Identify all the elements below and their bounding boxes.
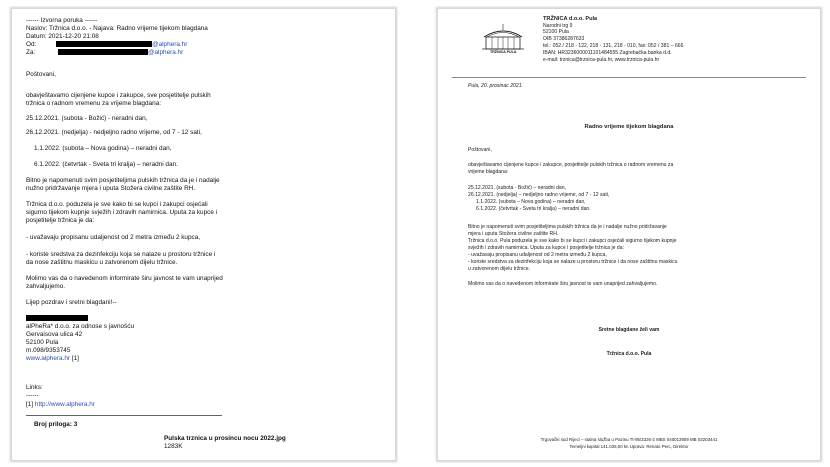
company-address-1: Narodni trg 9 (543, 23, 573, 29)
letter-body-line: svježih i zdravih namirnica. Uputa za kupce i posjetitelje tržnica je da: (468, 245, 624, 251)
letter-footer-line: Temeljni kapital 141.035,00 kn Uprava: Renato Perc, Direktor (569, 444, 689, 449)
email-request-line: zahvaljujemo. (26, 283, 66, 290)
company-address-2: 52100 Pula (543, 29, 569, 35)
from-label: Od: (26, 41, 37, 48)
to-email-link[interactable]: @alphera.hr (148, 49, 184, 56)
email-note-line: Bitno je napomenuti svim posjetiteljima pulskih tržnica da je i nadalje (26, 177, 220, 184)
link-ref: [1] (26, 401, 35, 408)
email-schedule-item: 6.1.2022. (četvrtak - Sveta tri kralja) – neradni dan. (34, 161, 178, 168)
from-email-link[interactable]: @alphera.hr (152, 41, 188, 48)
trznica-logo (478, 19, 528, 57)
email-schedule-item: 25.12.2021. (subota - Božić) - neradni dan, (26, 115, 148, 122)
email-note-line: nužno pridržavanje mjera i uputa Stožera civilne zaštite RH. (26, 185, 196, 192)
company-name: TRŽNICA d.o.o. Pula (543, 16, 598, 22)
logo-text: TRŽNICA PULA (490, 50, 517, 54)
email-rule-2-line: - koriste sredstva za dezinfekciju koja se nalaze u prostoru tržnice i (26, 251, 216, 258)
signature-website-row (26, 355, 79, 363)
email-intro-line: obavještavamo cijenjene kupce i zakupce, sve posjetitelje pulskih (26, 92, 211, 99)
letter-body-line: mjera i uputa Stožera civilne zaštite RH. (468, 231, 559, 237)
email-rule-1: - uvažavaju propisanu udaljenost od 2 metra između 2 kupca, (26, 234, 201, 241)
email-greeting: Poštovani, (26, 71, 56, 78)
signature-city: 52100 Pula (26, 339, 59, 346)
links-label: Links: (26, 384, 43, 391)
links-row (26, 401, 95, 409)
letter-body-line: u zatvorenom dijelu tržnice. (468, 266, 531, 272)
email-from-row (26, 41, 187, 49)
letter-schedule-item: 6.1.2022. (četvrtak - Sveta tri kralja) – neradni dan. (476, 206, 591, 212)
letter-schedule-item: 1.1.2022. (subota – Nova godina) – neradni dan, (476, 199, 586, 205)
letter-schedule-item: 26.12.2021. (nedjelja) – nedjeljno radno vrijeme, od 7 - 12 sati, (468, 192, 610, 198)
letter-date: Pula, 20. prosinac 2021. (468, 83, 523, 89)
letter-intro-line: obavještavamo cijenjene kupce i zakupce, posjetitelje pulskih tržnica o radnom vremenu za (468, 162, 674, 168)
attachment-size: 1283K (164, 443, 183, 450)
attachment-filename[interactable]: Pulska trznica u prosincu nocu 2022.jpg (164, 435, 286, 442)
letterhead-divider (452, 77, 806, 78)
alphera-link[interactable]: http://www.alphera.hr (34, 401, 95, 408)
email-request-line: Molimo vas da o navedenom informirate širu javnost te vam unaprijed (26, 275, 223, 282)
letter-request: Molimo vas da o navedenom informirate širu javnost te vam unaprijed zahvaljujemo. (468, 281, 658, 287)
links-separator: ------ (26, 392, 39, 399)
signature-street: Gervaisova ulica 42 (26, 331, 83, 338)
email-subject: Naslov: Tržnica d.o.o. - Najava: Radno vrijeme tijekom blagdana (26, 25, 208, 32)
letter-schedule-item: 25.12.2021. (subota - Božić) – neradni dan, (468, 185, 566, 191)
letter-footer-line: Trgovački sud Rijeci – stalna služba u Pazinu Tt-95/3326-2 MBS 040013909 MB 03203441 (540, 437, 718, 442)
letter-intro-line: vrijeme blagdana: (468, 169, 509, 175)
redaction-block (58, 49, 148, 55)
signature-website-link[interactable]: www.alphera.hr (26, 355, 71, 362)
company-email-web: e-mail: trznica@trznica-pula.hr, www.trznica-pula.hr (543, 57, 660, 63)
email-schedule-item: 26.12.2021. (nedjelja) - nedjeljno radno vrijeme, od 7 - 12 sati, (26, 129, 202, 136)
company-phones: tel.: 052 / 218 - 122, 218 - 131, 218 - 010, fax: 052 / 381 – 666 (543, 43, 684, 49)
email-intro-line: tržnica o radnom vremenu za vrijeme blagdana: (26, 100, 161, 107)
company-iban: IBAN: HR3236000011101484555 Zagrebačka banka d.d. (543, 50, 672, 56)
email-printout-page (11, 8, 396, 461)
letter-body-line: Bitno je napomenuti svim posjetiteljima pulskih tržnica da je i nadalje nužno pridržavanje (468, 224, 667, 230)
letter-body-line: - koriste sredstva za dezinfekciju koja se nalaze u prostoru tržnice i da nose zaštitnu maskicu (468, 259, 678, 265)
email-date: Datum: 2021-12-20 21:08 (26, 33, 99, 40)
redaction-block (26, 315, 88, 321)
to-label: Za: (26, 49, 36, 56)
signature-company: alPheRa* d.o.o. za odnose s javnošću (26, 323, 135, 330)
letter-page (437, 8, 821, 461)
email-header-separator: ------ Izvorna poruka ------ (26, 17, 98, 24)
company-oib: OIB 37386287633 (543, 36, 585, 42)
attachments-divider (26, 415, 222, 416)
email-closing: Lijep pozdrav i sretni blagdani!-- (26, 299, 117, 306)
redaction-block (56, 41, 152, 47)
letter-body-line: Tržnica d.o.o. Pula poduzela je sve kako bi se kupci i zakupci osjećali sigurno tijekom kupnje (468, 238, 677, 244)
email-instructions-line: posjetitelje tržnica je da: (26, 217, 95, 224)
letter-greeting: Poštovani, (468, 147, 492, 153)
signature-phone: m.098/9353745 (26, 347, 71, 354)
email-schedule-item: 1.1.2022. (subota – Nova godina) – neradni dan, (34, 145, 172, 152)
email-instructions-line: Tržnica d.o.o. poduzela je sve kako bi se kupci i zakupci osjećali (26, 201, 208, 208)
attachments-count: Broj priloga: 3 (34, 421, 78, 428)
letter-wishes: Sretne blagdane želi vam (598, 327, 660, 333)
letter-body-line: - uvažavaju propisanu udaljenost od 2 metra između 2 kupca, (468, 252, 607, 258)
letter-title: Radno vrijeme tijekom blagdana (584, 124, 674, 130)
letter-signoff: Tržnica d.o.o. Pula (606, 351, 652, 357)
email-instructions-line: sigurno tijekom kupnje svježih i zdravih namirnica. Uputa za kupce i (26, 209, 218, 216)
email-to-row (26, 49, 183, 57)
email-rule-2-line: da nose zaštitnu maskicu u zatvorenom dijelu tržnice. (26, 259, 178, 266)
signature-ref: [1] (70, 355, 79, 362)
